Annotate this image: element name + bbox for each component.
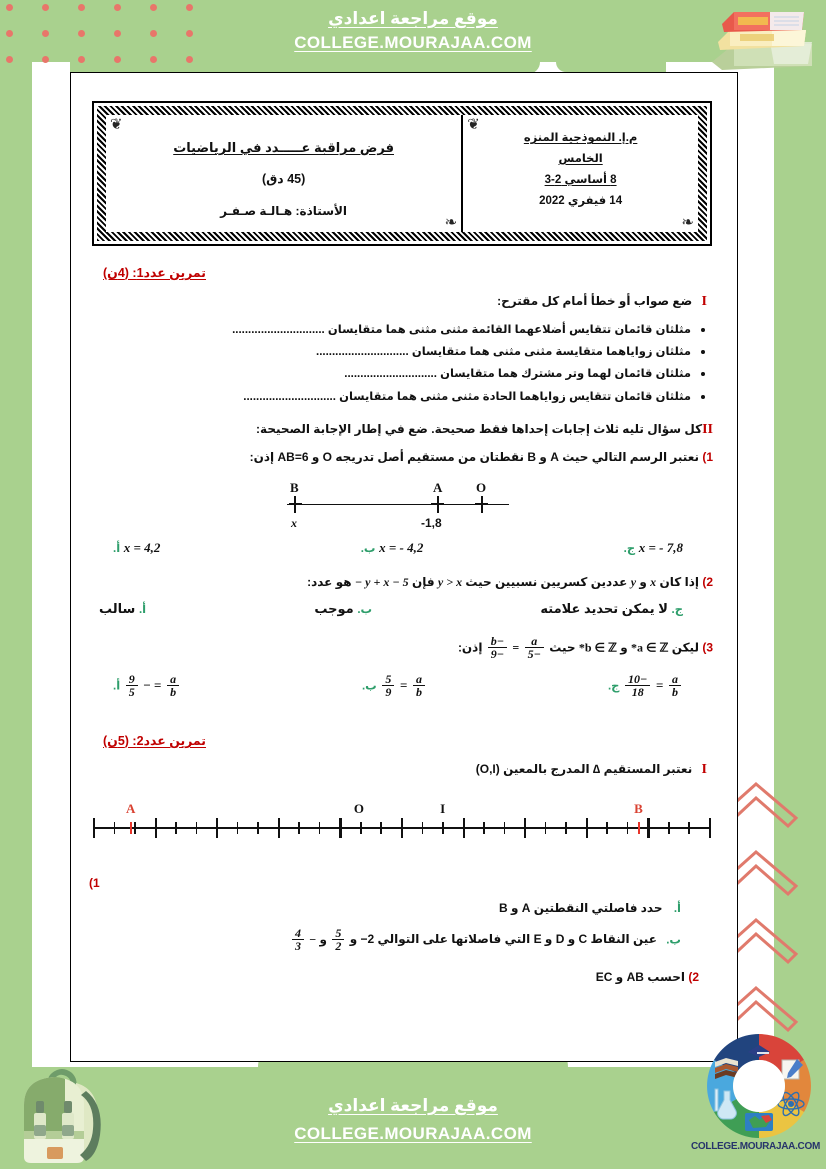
question-number: 2) [688, 969, 699, 984]
conjunction: و [319, 931, 327, 946]
choice-value: لا يمكن تحديد علامته [540, 600, 668, 616]
major-tick [278, 818, 280, 838]
question-number: 2) [702, 574, 713, 589]
exercise2-q1a [89, 898, 681, 919]
decorative-dot [186, 56, 193, 63]
numerator: a [525, 635, 544, 649]
q2-expression: y + x − 5 − [354, 574, 409, 589]
q3-fraction-right [488, 635, 507, 661]
exam-date: 14 فيفري 2022 [539, 195, 623, 208]
site-footer-arabic: موقع مراجعة اعدادي [328, 1096, 498, 1115]
major-tick [216, 818, 218, 838]
minor-tick [688, 822, 690, 834]
denominator: b [170, 685, 177, 700]
choice-value: x = - 4,2 [379, 539, 424, 555]
answer-blank[interactable]: ............................. [316, 345, 409, 358]
denominator: 5 [128, 685, 135, 700]
minor-tick [627, 822, 629, 834]
denominator: b [416, 685, 423, 700]
minor-tick [360, 822, 362, 834]
ornament-icon: ❧ [444, 214, 458, 231]
choice-value: سالب [99, 600, 136, 616]
numerator: 4 [292, 927, 304, 941]
choice-frac-right [625, 673, 650, 699]
choice-label: أ. [113, 542, 121, 555]
exercise1-q3-text [89, 635, 713, 661]
major-tick [463, 818, 465, 838]
tick-A [431, 503, 444, 505]
q3-conj: و [620, 639, 628, 654]
numerator: 9 [126, 673, 138, 687]
books-stack-icon [700, 2, 820, 74]
exercise2-title: تمرين عدد2: (5ن) [103, 734, 207, 749]
left-green-strip [0, 62, 32, 1072]
choice-c[interactable] [540, 601, 683, 617]
q3-where: حيث [549, 639, 576, 654]
header-notch-right [556, 62, 666, 72]
choice-c[interactable] [608, 673, 683, 699]
minor-tick [422, 822, 424, 834]
choice-label: ب. [361, 680, 377, 693]
denominator: 18 [631, 685, 644, 700]
equals-sign: = [512, 639, 520, 654]
choice-label: ب. [360, 542, 376, 555]
choice-value: موجب [314, 600, 354, 616]
exam-teacher: الأستاذة: هـالـة صـفـر [220, 203, 348, 218]
point-label-I: I [440, 800, 446, 816]
choice-value: x = 4,2 [123, 539, 161, 555]
question-text: احسب AB و EC [595, 969, 685, 984]
exercise1-q2-choices [99, 601, 683, 617]
choice-frac-right [126, 673, 138, 699]
major-tick [586, 818, 588, 838]
numerator: a [669, 673, 681, 687]
ornament-icon: ❦ [110, 116, 123, 133]
denominator: 2 [335, 939, 342, 954]
minor-tick [545, 822, 547, 834]
q2-conj: و [639, 574, 647, 589]
q2-part-a: إذا كان [659, 574, 699, 589]
decorative-dot [42, 56, 49, 63]
exercise1-statement-list [89, 319, 707, 409]
q2-inequality: y > x [437, 574, 463, 589]
statement-item [89, 363, 707, 385]
choice-a[interactable] [113, 540, 160, 556]
point-label-O: O [353, 800, 364, 816]
exam-header-box [92, 101, 712, 246]
instruction-text: ضع صواب أو خطأ أمام كل مقترح: [497, 294, 693, 308]
numerator: −b [488, 635, 507, 649]
q3-then: إذن: [457, 639, 483, 654]
minor-tick [504, 822, 506, 834]
answer-blank[interactable]: ............................. [344, 368, 437, 381]
minor-tick [319, 822, 321, 834]
major-tick [647, 818, 649, 838]
minor-tick [134, 822, 136, 834]
tick-B-vert [294, 496, 296, 513]
logo-caption: COLLEGE.MOURAJAA.COM [690, 1141, 820, 1152]
major-tick [93, 818, 95, 838]
q3-var-a: a ∈ ℤ* [631, 639, 669, 654]
choice-b[interactable] [362, 673, 427, 699]
choice-label: ج. [623, 542, 636, 555]
answer-blank[interactable]: ............................. [232, 323, 325, 336]
statement-text: مثلثان قائمان لهما وتر مشترك هما متقايسان [436, 368, 691, 381]
major-tick [339, 818, 341, 838]
major-tick [709, 818, 711, 838]
choice-label: ج. [607, 680, 620, 693]
numerator: a [413, 673, 425, 687]
exercise2-q2 [89, 967, 699, 988]
decorative-dot [114, 56, 121, 63]
school-class: 8 أساسي 2-3 [544, 174, 617, 187]
choice-value: x = - 7,8 [638, 539, 683, 555]
sub-text: عين النقاط C و D و E التي فاصلاتها على التوالي 2− و [349, 931, 657, 946]
q2-var-y: y [630, 574, 637, 589]
minor-tick [668, 822, 670, 834]
minor-tick [606, 822, 608, 834]
numerator: a [167, 673, 179, 687]
sub-label: أ. [673, 902, 681, 915]
exam-paper [70, 72, 738, 1062]
minor-tick [114, 822, 116, 834]
minor-tick [298, 822, 300, 834]
choice-frac-right [382, 673, 394, 699]
exercise1-part1-instruction [89, 290, 707, 315]
choice-label: أ. [113, 680, 121, 693]
statement-item [89, 319, 707, 341]
minor-tick [237, 822, 239, 834]
major-tick [155, 818, 157, 838]
exercise2-q1-number [89, 873, 669, 894]
q3-fraction-left [525, 635, 544, 661]
exercise1-q2-text [89, 572, 713, 593]
question-number: 1) [702, 449, 713, 464]
abscissa-fraction-2 [292, 927, 304, 953]
exercise2-number-line [89, 795, 713, 847]
school-name: م.إ. النموذجية المنزه [523, 132, 638, 144]
ornament-icon: ❧ [681, 214, 694, 231]
denominator: −5 [527, 647, 541, 662]
minor-tick [175, 822, 177, 834]
minor-tick [565, 822, 567, 834]
abscissa-fraction-1 [332, 927, 344, 953]
backpack-icon [6, 1061, 116, 1165]
point-label-B: B [290, 479, 299, 495]
numerator: 5 [332, 927, 344, 941]
exercise1-q1-choices [113, 540, 683, 556]
choice-label: ج. [671, 603, 683, 616]
point-label-B: B [634, 800, 643, 816]
instruction-text: كل سؤال تليه ثلاث إجابات إحداها فقط صحيحة. ضع في إطار الإجابة الصحيحة: [256, 422, 703, 437]
minus-sign: − [309, 931, 317, 946]
choice-b[interactable] [361, 540, 424, 556]
exam-duration: (45 دق) [261, 172, 306, 187]
question-text: نعتبر الرسم التالي حيث A و B نقطتان من مستقيم أصل تدريجه O و AB=6 إذن: [249, 449, 699, 464]
exercise2-q1b [89, 927, 681, 953]
denominator: b [672, 685, 678, 700]
minor-tick [257, 822, 259, 834]
exercise1-q1-text [89, 447, 713, 468]
answer-blank[interactable]: ............................. [243, 390, 336, 403]
q2-var-x: x [650, 574, 657, 589]
q2-then: فإن [411, 574, 435, 589]
exercise1-title: تمرين عدد1: (4ن) [103, 266, 207, 280]
major-tick [401, 818, 403, 838]
choice-a[interactable] [99, 601, 146, 617]
instruction-text: نعتبر المستقيم ∆ المدرج بالمعين (O,I) [475, 762, 693, 777]
choice-frac-left [167, 673, 179, 699]
point-sub-B: x [291, 515, 297, 530]
numerator: −10 [625, 673, 650, 687]
statement-item [89, 386, 707, 408]
exercise1-q3-choices [113, 673, 683, 699]
major-tick [524, 818, 526, 838]
exam-content [89, 255, 713, 992]
choice-frac-left [413, 673, 425, 699]
decorative-dot [78, 56, 85, 63]
site-header-arabic: موقع مراجعة اعدادي [328, 9, 498, 28]
exercise1-number-line-diagram [89, 476, 713, 532]
q2-part-c: عددين كسريين نسبيين حيث [465, 574, 628, 589]
question-number: 3) [702, 639, 713, 654]
minor-tick [196, 822, 198, 834]
minor-tick [483, 822, 485, 834]
exam-info-cell [106, 115, 461, 232]
point-tick-B [638, 822, 640, 834]
sub-label: ب. [666, 933, 681, 946]
roman-numeral-I: I [701, 762, 707, 778]
statement-text: مثلثان قائمان تتقايس أضلاعهما القائمة مثنى مثنى هما متقايسان [324, 323, 691, 336]
site-header-url[interactable]: COLLEGE.MOURAJAA.COM [294, 33, 532, 52]
school-name-cont: الخامس [558, 153, 603, 166]
decorative-dot [6, 56, 13, 63]
site-footer-url[interactable]: COLLEGE.MOURAJAA.COM [294, 1124, 532, 1143]
statement-item [89, 341, 707, 363]
denominator: −9 [490, 647, 505, 662]
exam-title: فرض مراقبة عـــــدد في الرياضيات [173, 140, 394, 155]
choice-a[interactable] [113, 673, 181, 699]
q2-part-e: هو عدد: [307, 574, 352, 589]
choice-sign: = [400, 677, 408, 693]
choice-sign: = [655, 677, 664, 693]
choice-c[interactable] [624, 540, 683, 556]
tick-O [475, 503, 488, 505]
roman-numeral-I: I [701, 294, 707, 309]
denominator: 3 [295, 939, 301, 954]
roman-numeral-II: II [702, 422, 713, 438]
exercise1-part2-instruction [89, 418, 713, 443]
choice-frac-left [669, 673, 681, 699]
point-sub-A: -1,8 [421, 515, 442, 530]
decorative-dot [150, 56, 157, 63]
choice-sign: = − [143, 677, 162, 693]
minor-tick [380, 822, 382, 834]
q3-var-b: b ∈ ℤ* [578, 639, 617, 654]
choice-label: ب. [357, 603, 373, 616]
numerator: 5 [382, 673, 394, 687]
sub-text: حدد فاصلتي النقطتين A و B [498, 900, 663, 915]
point-label-A: A [125, 800, 136, 816]
point-label-O: O [476, 479, 487, 495]
minor-tick [442, 822, 444, 834]
denominator: 9 [385, 685, 392, 700]
choice-b[interactable] [314, 601, 372, 617]
ornament-icon: ❦ [467, 116, 480, 133]
point-label-A: A [433, 479, 443, 495]
statement-text: مثلثان زواياهما متقايسة مثنى مثنى هما متقايسان [408, 345, 691, 358]
statement-text: مثلثان قائمان تتقايس زواياهما الحادة مثنى مثنى هما متقايسان [335, 390, 691, 403]
school-info-cell [461, 115, 698, 232]
exercise2-part1-instruction [89, 758, 707, 783]
point-tick-A [130, 822, 132, 834]
q3-part-a: ليكن [671, 639, 699, 654]
choice-label: أ. [138, 603, 147, 616]
question-number: 1) [89, 875, 100, 890]
